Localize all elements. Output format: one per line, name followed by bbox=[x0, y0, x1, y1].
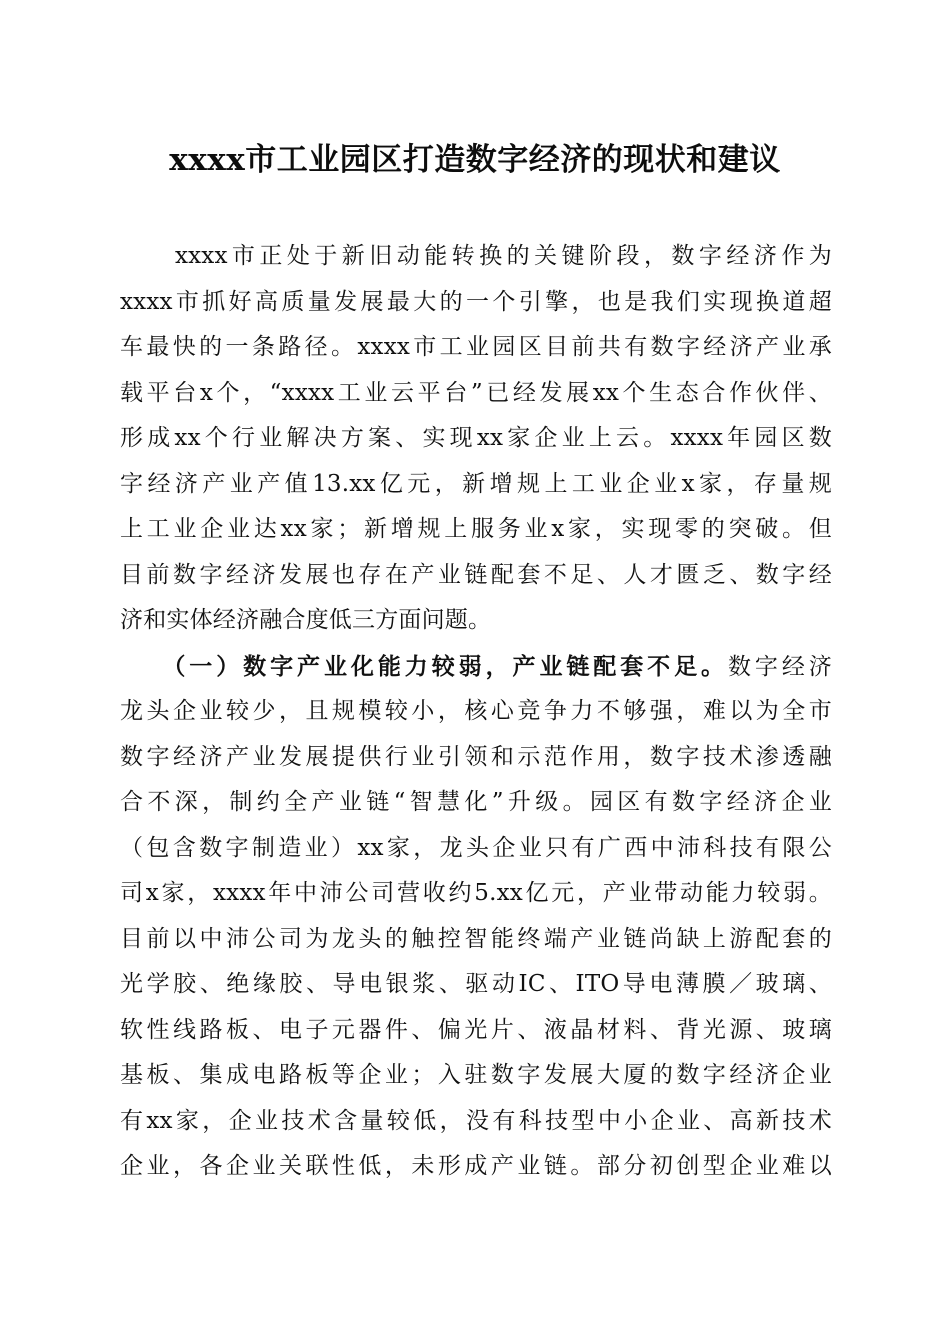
document-body bbox=[120, 234, 832, 1190]
section-heading-tail: 数字经济 bbox=[727, 653, 832, 680]
paragraph-line: 龙头企业较少，且规模较小，核心竞争力不够强，难以为全市 bbox=[120, 698, 832, 724]
paragraph-line: 光学胶、绝缘胶、导电银浆、驱动IC、ITO导电薄膜／玻璃、 bbox=[120, 971, 832, 997]
paragraph-line: xxxx市正处于新旧动能转换的关键阶段，数字经济作为 bbox=[120, 243, 832, 269]
paragraph-line: （包含数字制造业）xx家，龙头企业只有广西中沛科技有限公 bbox=[120, 834, 832, 861]
paragraph-line: 基板、集成电路板等企业；入驻数字发展大厦的数字经济企业 bbox=[120, 1062, 832, 1088]
paragraph-line: 数字经济产业发展提供行业引领和示范作用，数字技术渗透融 bbox=[120, 743, 832, 770]
paragraph-line: 目前以中沛公司为龙头的触控智能终端产业链尚缺上游配套的 bbox=[120, 925, 832, 952]
paragraph-line: 车最快的一条路径。xxxx市工业园区目前共有数字经济产业承 bbox=[120, 334, 832, 360]
paragraph-line: 济和实体经济融合度低三方面问题。 bbox=[120, 607, 492, 633]
paragraph-line: 合不深，制约全产业链“智慧化”升级。园区有数字经济企业 bbox=[120, 789, 832, 815]
paragraph-line: 目前数字经济发展也存在产业链配套不足、人才匮乏、数字经 bbox=[120, 561, 832, 588]
paragraph-line: xxxx市抓好高质量发展最大的一个引擎，也是我们实现换道超 bbox=[120, 288, 832, 315]
paragraph-line: 载平台x个，“xxxx工业云平台”已经发展xx个生态合作伙伴、 bbox=[120, 379, 832, 406]
paragraph-line: 形成xx个行业解决方案、实现xx家企业上云。xxxx年园区数 bbox=[120, 425, 832, 451]
paragraph-line: 上工业企业达xx家；新增规上服务业x家，实现零的突破。但 bbox=[120, 516, 832, 542]
paragraph-line: 企业，各企业关联性低，未形成产业链。部分初创型企业难以 bbox=[120, 1153, 832, 1179]
paragraph-line: 司x家，xxxx年中沛公司营收约5.xx亿元，产业带动能力较弱。 bbox=[120, 880, 832, 906]
paragraph-line: 软性线路板、电子元器件、偏光片、液晶材料、背光源、玻璃 bbox=[120, 1016, 832, 1043]
paragraph-line: 字经济产业产值13.xx亿元，新增规上工业企业x家，存量规 bbox=[120, 470, 832, 497]
section-heading: （一）数字产业化能力较弱，产业链配套不足。 bbox=[120, 652, 728, 680]
paragraph-line: 有xx家，企业技术含量较低，没有科技型中小企业、高新技术 bbox=[120, 1107, 832, 1134]
section-heading-line bbox=[120, 644, 832, 690]
document-title: xxxx市工业园区打造数字经济的现状和建议 bbox=[169, 142, 781, 178]
